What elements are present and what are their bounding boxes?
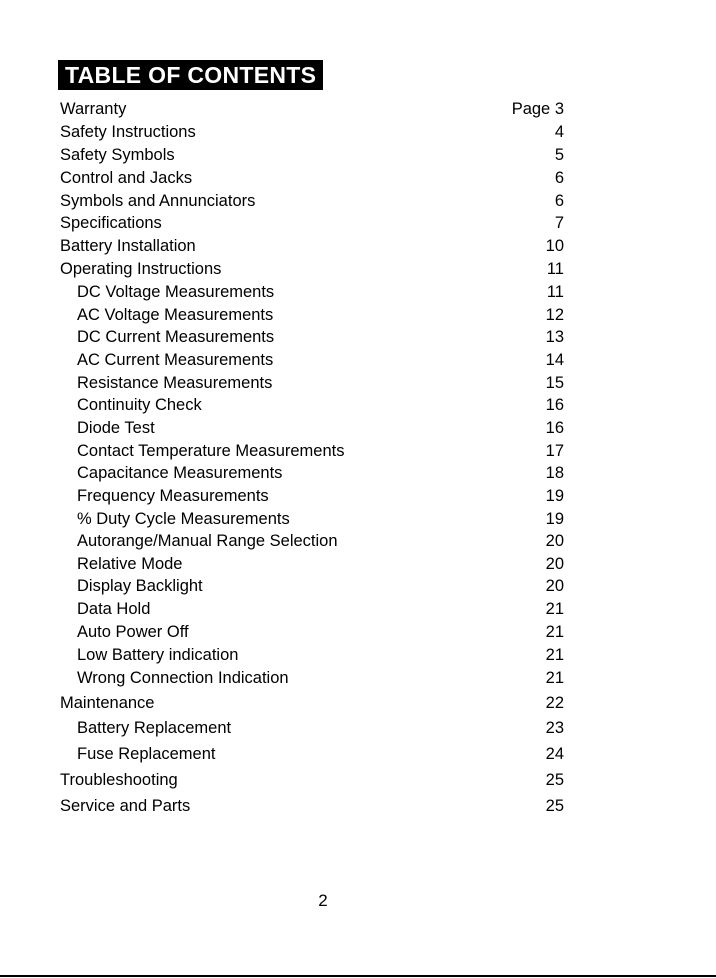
toc-entry-page: 6 <box>554 192 564 210</box>
toc-entry <box>60 121 564 143</box>
toc-entry-title: Continuity Check <box>77 396 202 414</box>
toc-entry <box>60 717 564 739</box>
toc-entry-title: AC Voltage Measurements <box>77 306 274 324</box>
toc-entry-page: 19 <box>545 487 564 505</box>
toc-entry-page: 21 <box>545 646 564 664</box>
toc-entry <box>60 417 564 439</box>
toc-entry-page: 6 <box>554 169 564 187</box>
toc-entry-page: 20 <box>545 555 564 573</box>
toc-entry-page: 21 <box>545 669 564 687</box>
toc-entry <box>60 167 564 189</box>
toc-entry-title: DC Voltage Measurements <box>77 283 275 301</box>
toc-entry <box>60 440 564 462</box>
toc-entry <box>60 530 564 552</box>
toc-entry-page: 20 <box>545 532 564 550</box>
toc-entry <box>60 508 564 530</box>
toc-entry <box>60 235 564 257</box>
toc-entry <box>60 743 564 765</box>
toc-entry-page: 16 <box>545 419 564 437</box>
toc-entry-title: Capacitance Measurements <box>77 464 283 482</box>
toc-entry-title: Wrong Connection Indication <box>77 669 289 687</box>
toc-entry-page: 4 <box>554 123 564 141</box>
toc-entry-page: 21 <box>545 600 564 618</box>
toc-entry <box>60 144 564 166</box>
bottom-rule <box>0 975 716 977</box>
toc-entry-page: 25 <box>545 771 564 789</box>
toc-entry <box>60 212 564 234</box>
toc-entry <box>60 598 564 620</box>
toc-entry-page: 21 <box>545 623 564 641</box>
toc-entry-page: 10 <box>545 237 564 255</box>
toc-entry-title: Operating Instructions <box>60 260 222 278</box>
toc-entry <box>60 769 564 791</box>
toc-entry-title: Control and Jacks <box>60 169 193 187</box>
toc-entry-title: Frequency Measurements <box>77 487 269 505</box>
toc-entry-title: Autorange/Manual Range Selection <box>77 532 338 550</box>
toc-entry-title: Diode Test <box>77 419 155 437</box>
toc-entry-page: 22 <box>545 694 564 712</box>
toc-entry-page: 23 <box>545 719 564 737</box>
toc-entry-title: Low Battery indication <box>77 646 239 664</box>
toc-entry-title: Battery Replacement <box>77 719 232 737</box>
page-number: 2 <box>318 891 328 910</box>
toc-entry-title: DC Current Measurements <box>77 328 275 346</box>
toc-entry-page: 25 <box>545 797 564 815</box>
toc-entry <box>60 692 564 714</box>
toc-entry <box>60 667 564 689</box>
toc-entry-title: Contact Temperature Measurements <box>77 442 345 460</box>
toc-entry-title: Warranty <box>60 100 127 118</box>
toc-entry-page: 20 <box>545 577 564 595</box>
toc-entry-title: Auto Power Off <box>77 623 189 641</box>
toc-entry-title: Fuse Replacement <box>77 745 216 763</box>
toc-entry-title: Specifications <box>60 214 162 232</box>
toc-entry <box>60 98 564 120</box>
toc-entry <box>60 795 564 817</box>
toc-entry <box>60 190 564 212</box>
toc-entry <box>60 372 564 394</box>
toc-entry-title: AC Current Measurements <box>77 351 274 369</box>
toc-entry <box>60 575 564 597</box>
toc-entry-page: 24 <box>545 745 564 763</box>
toc-entry <box>60 281 564 303</box>
toc-entry-page: 18 <box>545 464 564 482</box>
toc-entry-page: 14 <box>545 351 564 369</box>
toc-entry <box>60 394 564 416</box>
toc-entry-page: 7 <box>554 214 564 232</box>
toc-entry <box>60 304 564 326</box>
toc-entry-title: Maintenance <box>60 694 155 712</box>
toc-entry-page: 16 <box>545 396 564 414</box>
toc-entry-title: Troubleshooting <box>60 771 178 789</box>
toc-entry-title: Display Backlight <box>77 577 203 595</box>
toc-entry-title: % Duty Cycle Measurements <box>77 510 290 528</box>
toc-entry <box>60 258 564 280</box>
toc-entry <box>60 462 564 484</box>
toc-entry <box>60 644 564 666</box>
toc-entry-page: 17 <box>545 442 564 460</box>
toc-entry-title: Service and Parts <box>60 797 191 815</box>
toc-entry-title: Symbols and Annunciators <box>60 192 256 210</box>
toc-entry-title: Safety Symbols <box>60 146 175 164</box>
toc-entry-title: Relative Mode <box>77 555 183 573</box>
toc-entry <box>60 326 564 348</box>
toc-entry-title: Resistance Measurements <box>77 374 273 392</box>
toc-entry-page: 12 <box>545 306 564 324</box>
toc-entry-title: Data Hold <box>77 600 151 618</box>
toc-heading: TABLE OF CONTENTS <box>58 60 323 90</box>
toc-entry <box>60 621 564 643</box>
toc-entry-page: 5 <box>554 146 564 164</box>
toc-entry-page: 13 <box>545 328 564 346</box>
toc-entry-page: Page 3 <box>511 100 564 118</box>
toc-entry-page: 11 <box>546 283 564 301</box>
toc-entry-page: 11 <box>546 260 564 278</box>
toc-entry-page: 15 <box>545 374 564 392</box>
toc-entry-page: 19 <box>545 510 564 528</box>
toc-entry <box>60 553 564 575</box>
toc-entry <box>60 349 564 371</box>
toc-entry-title: Safety Instructions <box>60 123 196 141</box>
toc-entry-title: Battery Installation <box>60 237 196 255</box>
toc-entry <box>60 485 564 507</box>
